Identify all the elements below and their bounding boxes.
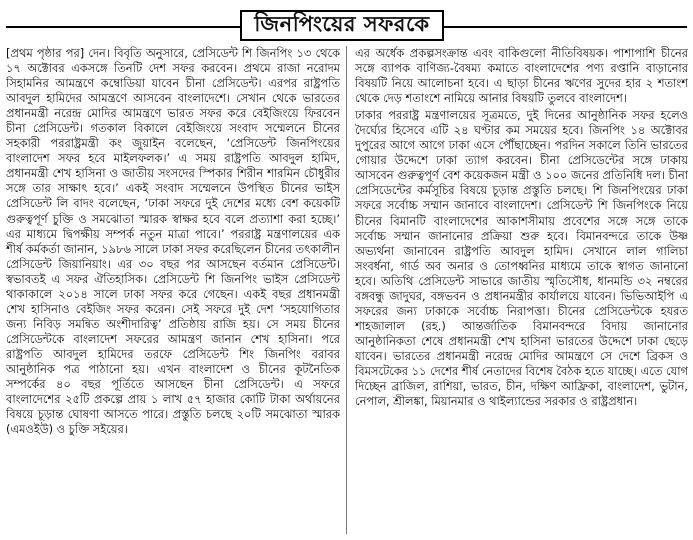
article-column-right [355,46,688,540]
article-paragraph: ঢাকার পররাষ্ট্র মন্ত্রণালয়ের সূত্রমতে, দুই দিনের আনুষ্ঠানিক সফর হলেও দৈর্ঘ্যের হিসেবে এটি ২৪ ঘণ্টার কম সময়ের হবে। জিনপিং ১৪ অক্টোবর দুপুরের আগে আগে ঢাকা এসে পৌঁছাচ্ছেন। পরদিন সকালে তিনি ভারতের গোয়ার উদ্দেশে ঢাকা ত্যাগ করবেন। চীনা প্রেসিডেন্টের সঙ্গে ঢাকায় আসবেন গুরুত্বপূর্ণ বেশ কয়েকজন মন্ত্রী ও ১০০ জনের প্রতিনিধি দল। চীনা প্রেসিডেন্টের কর্মসূচির বিষয়ে চূড়ান্ত প্রস্তুতি চলছে। শি জিনপিংয়ের ঢাকা সফরে সর্বোচ্চ সম্মান জানাবে বাংলাদেশ। প্রেসিডেন্ট শি জিনপিংকে নিয়ে চীনের বিমানটি বাংলাদেশের আকাশসীমায় প্রবেশের সঙ্গে সঙ্গে তাকে সর্বোচ্চ সম্মান জানানোর প্রক্রিয়া শুরু হবে। বিমানবন্দরে তাকে উষ্ণ অভ্যর্থনা জানাবেন রাষ্ট্রপতি আবদুল হামিদ। সেখানে লাল গালিচা সংবর্ধনা, গার্ড অব অনার ও তোপধ্বনির মাধ্যমে তাকে স্বাগত জানানো হবে। অতিথি প্রেসিডেন্ট সাভারে জাতীয় স্মৃতিসৌধ, ধানমন্ডি ৩২ নম্বরের বঙ্গবন্ধু জাদুঘর, বঙ্গভবন ও প্রধানমন্ত্রীর কার্যালয়ে যাবেন। ভিভিআইপি এ সফরের জন্য ঢাকাকে সর্বোচ্চ নিরাপত্তা। চীনের প্রেসিডেন্টকে হযরত শাহজালাল (রহ.) আন্তর্জাতিক বিমানবন্দরে বিদায় জানানোর আনুষ্ঠানিকতা শেষে প্রধানমন্ত্রী শেখ হাসিনা ভারতের উদ্দেশে ঢাকা ছেড়ে যাবেন। ভারতের প্রধানমন্ত্রী নরেন্দ্র মোদির আমন্ত্রণে সে দেশে ব্রিকস ও বিমসটেকের ১১ দেশের শীর্ষ নেতাদের বিশেষ বৈঠক হতে যাচ্ছে। এতে যোগ দিচ্ছেন ব্রাজিল, রাশিয়া, ভারত, চীন, দক্ষিণ আফ্রিকা, বাংলাদেশ, ভুটান, নেপাল, শ্রীলঙ্কা, মিয়ানমার ও থাইল্যান্ডের সরকার ও রাষ্ট্রপ্রধান। [355,108,688,409]
article-paragraph: এর অর্ধেক প্রকল্পসংক্রান্ত এবং বাকিগুলো নীতিবিষয়ক। পাশাপাশি চীনের সঙ্গে ব্যাপক বাণিজ্য-বৈষম্য কমাতে বাংলাদেশের পণ্য রপ্তানি বাড়ানোর বিষয়টি নিয়ে আলোচনা হবে। এ ছাড়া চীনের ঋণের সুদের হার ২ শতাংশ থেকে দেড় শতাংশে নামিয়ে আনার বিষয়টি তুলবে বাংলাদেশ। [355,46,688,106]
headline-rule-left [6,26,240,28]
article-paragraph: [প্রথম পৃষ্ঠার পর] দেন। বিবৃতি অনুসারে, প্রেসিডেন্ট শি জিনপিং ১৩ থেকে ১৭ অক্টোবর একসঙ্গে তিনটি দেশ সফর করবেন। প্রথমে রাজা নরোদম সিহামনির আমন্ত্রণে কম্বোডিয়া যাবেন চীনা প্রেসিডেন্ট। এরপর রাষ্ট্রপতি আবদুল হামিদের আমন্ত্রণে আসবেন বাংলাদেশে। সেখান থেকে ভারতের প্রধানমন্ত্রী নরেন্দ্র মোদির আমন্ত্রণে ভারত সফর করে বেইজিংয়ে ফিরবেন চীনা প্রেসিডেন্ট। গতকাল বিকালে বেইজিংয়ে সংবাদ সম্মেলনে চীনের সহকারী পররাষ্ট্রমন্ত্রী কং জুয়াইন বলেছেন, ‘প্রেসিডেন্ট জিনপিংয়ের বাংলাদেশ সফর হবে মাইলফলক।’ এ সময় রাষ্ট্রপতি আবদুল হামিদ, প্রধানমন্ত্রী শেখ হাসিনা ও জাতীয় সংসদের স্পিকার শিরীন শারমিন চৌধুরীর সঙ্গে তার সাক্ষাৎ হবে।’ একই সংবাদ সম্মেলনে উপস্থিত চীনের ভাইস প্রেসিডেন্ট লি বাদং বলেছেন, ‘ঢাকা সফরে দুই দেশের মধ্যে বেশ কয়েকটি গুরুত্বপূর্ণ চুক্তি ও সমঝোতা স্মারক স্বাক্ষর হবে বলে প্রত্যাশা করা হচ্ছে।’ এর মাধ্যমে দ্বিপক্ষীয় সম্পর্ক নতুন মাত্রা পাবে।’ পররাষ্ট্র মন্ত্রণালয়ের এক শীর্ষ কর্মকর্তা জানান, ১৯৮৬ সালে ঢাকা সফর করেছিলেন চীনের তৎকালীন প্রেসিডেন্ট জিয়ানিয়াং। এর ৩০ বছর পর আসছেন বর্তমান প্রেসিডেন্ট। স্বভাবতই এ সফর ঐতিহাসিক। প্রেসিডেন্ট শি জিনপিং ভাইস প্রেসিডেন্ট থাকাকালে ২০১৪ সালে ঢাকা সফর করে গেছেন। একই বছর প্রধানমন্ত্রী শেখ হাসিনাও বেইজিং সফর করেন। সেই সফরে দুই দেশ ‘সহযোগিতার জন্য নিবিড় সমন্বিত অংশীদারিত্ব’ প্রতিষ্ঠায় রাজি হয়। সে সময় চীনের প্রেসিডেন্টকে বাংলাদেশ সফরের আমন্ত্রণ জানান শেখ হাসিনা। পরে রাষ্ট্রপতি আবদুল হামিদের তরফে প্রেসিডেন্ট শিং জিনপিং বরাবর আনুষ্ঠানিক পত্র পাঠানো হয়। এখন বাংলাদেশ ও চীনের কূটনৈতিক সম্পর্কের ৪০ বছর পূর্তিতে আসছেন চীনা প্রেসিডেন্ট। এ সফরে বাংলাদেশের ২৫টি প্রকল্পে প্রায় ১ লাখ ৫৭ হাজার কোটি টাকা অর্থায়নের বিষয়ে চূড়ান্ত ঘোষণা আসতে পারে। প্রস্তুতি চলছে ২০টি সমঝোতা স্মারক (এমওইউ) ও চুক্তি সইয়ের। [6,46,340,437]
headline-rule-right [444,26,687,28]
column-divider [346,46,347,534]
headline: জিনপিংয়ের সফরকে [240,10,444,41]
article-column-left [6,46,340,540]
headline-bar [0,0,693,45]
